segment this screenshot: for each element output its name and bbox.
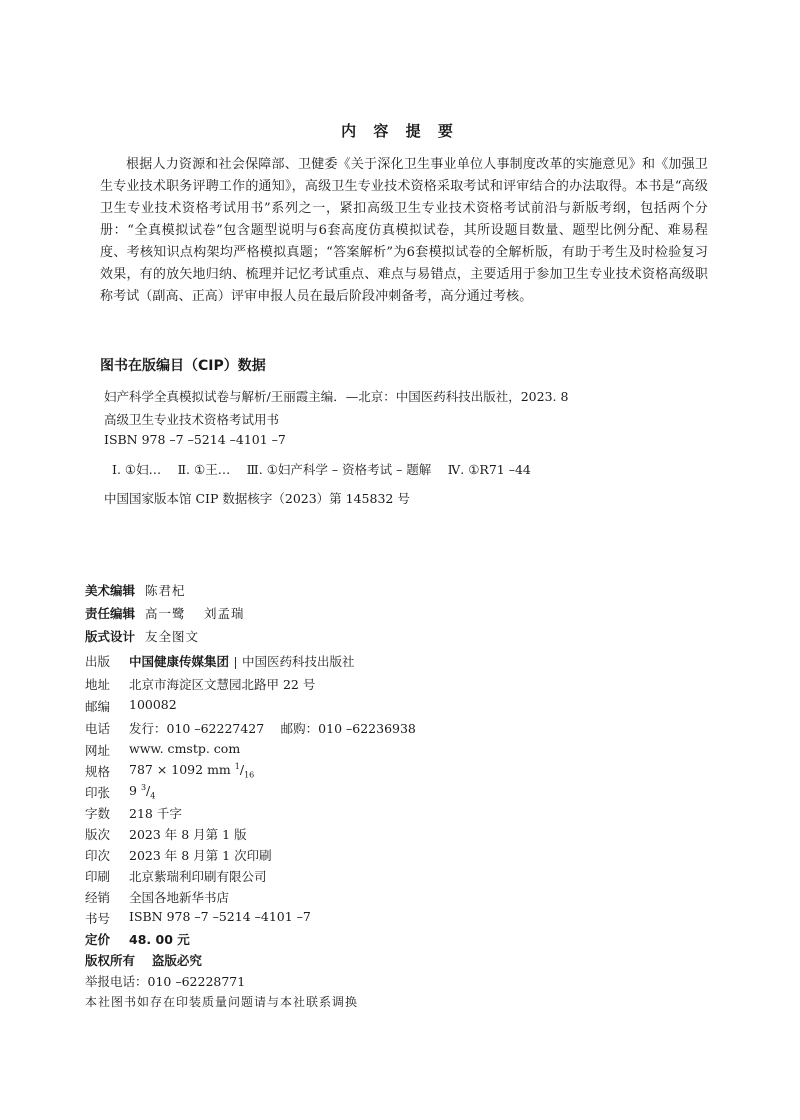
cip-line-record: 中国国家版本馆 CIP 数据核字（2023）第 145832 号 bbox=[104, 491, 410, 506]
credit-label: 责任编辑 bbox=[85, 606, 136, 621]
format-value: 787 × 1092 mm bbox=[129, 762, 231, 778]
summary-paragraph: 根据人力资源和社会保障部、卫健委《关于深化卫生事业单位人事制度改革的实施意见》和《加强卫生专业技术职务评聘工作的通知》，高级卫生专业技术资格采取考试和评审结合的办法取得。本书是“高级卫生专业技术资格考试用书”系列之一，紧扣高级卫生专业技术资格考试前沿与新版考纲，包括两个分册：“全真模拟试卷”包含题型说明与6套高度仿真模拟试卷，其所设题目数量、题型比例分配、难易程度、考核知识点构架均严格模拟真题；“答案解析”为6套模拟试卷的全解析版，有助于考生及时检验复习效果，有的放矢地归纳、梳理并记忆考试重点、难点与易错点，主要适用于参加卫生专业技术资格高级职称考试（副高、正高）评审申报人员在最后阶段冲刺备考，高分通过考核。 bbox=[100, 157, 708, 304]
info-label: 规格 bbox=[85, 764, 111, 779]
info-label: 印刷 bbox=[85, 869, 111, 884]
info-edition bbox=[85, 825, 247, 843]
cip-line-title: 妇产科学全真模拟试卷与解析/王丽霞主编．—北京：中国医药科技出版社，2023. 8 bbox=[104, 389, 569, 404]
publisher-row bbox=[85, 652, 355, 670]
info-label: 印张 bbox=[85, 785, 111, 800]
info-label: 印次 bbox=[85, 848, 111, 863]
info-postcode bbox=[85, 697, 177, 715]
publisher-label: 出版 bbox=[85, 654, 111, 669]
publisher-group: 中国健康传媒集团 bbox=[129, 654, 230, 669]
info-website bbox=[85, 741, 240, 759]
summary-title: 内 容 提 要 bbox=[341, 122, 459, 140]
credit-value: 高一鹭 刘孟瑞 bbox=[145, 606, 245, 621]
info-distributor bbox=[85, 888, 229, 906]
info-value: 北京紫瑞利印刷有限公司 bbox=[129, 869, 267, 884]
cip-line-classification: Ⅰ. ①妇… Ⅱ. ①王… Ⅲ. ①妇产科学 – 资格考试 – 题解 Ⅳ. ①R71 –44 bbox=[112, 462, 531, 477]
info-label: 经销 bbox=[85, 890, 111, 905]
format-numerator: 1 bbox=[234, 762, 240, 771]
info-isbn bbox=[85, 909, 311, 927]
info-value: 北京市海淀区文慧园北路甲 22 号 bbox=[129, 677, 316, 692]
credit-layout-design bbox=[85, 627, 199, 645]
info-printer bbox=[85, 867, 267, 885]
credit-responsible-editor bbox=[85, 604, 244, 622]
format-denominator: 16 bbox=[244, 770, 255, 780]
cip-line-isbn: ISBN 978 –7 –5214 –4101 –7 bbox=[104, 432, 286, 447]
price-label: 定价 bbox=[85, 932, 111, 947]
info-phone bbox=[85, 719, 416, 737]
info-value: 发行：010 –62227427 邮购：010 –62236938 bbox=[129, 721, 416, 736]
info-word-count bbox=[85, 804, 182, 822]
info-sheets: 印张 9 $^3/_4$ bbox=[85, 783, 156, 801]
credit-label: 美术编辑 bbox=[85, 583, 136, 598]
rights-notice: 版权所有 盗版必究 bbox=[85, 953, 202, 968]
sheets-denominator: 4 bbox=[150, 791, 156, 801]
info-value: www. cmstp. com bbox=[129, 741, 241, 756]
info-value: 100082 bbox=[129, 697, 177, 712]
info-price bbox=[85, 930, 190, 948]
info-value: 2023 年 8 月第 1 次印刷 bbox=[129, 848, 272, 863]
quality-notice: 本社图书如存在印装质量问题请与本社联系调换 bbox=[85, 995, 359, 1009]
info-label: 地址 bbox=[85, 677, 111, 692]
info-value: 218 千字 bbox=[129, 806, 182, 821]
credit-value: 友全图文 bbox=[145, 629, 200, 644]
credit-label: 版式设计 bbox=[85, 629, 136, 644]
info-label: 邮编 bbox=[85, 699, 111, 714]
info-label: 网址 bbox=[85, 743, 111, 758]
info-printing bbox=[85, 846, 272, 864]
cip-line-series: 高级卫生专业技术资格考试用书 bbox=[104, 412, 280, 427]
info-label: 字数 bbox=[85, 806, 111, 821]
sheets-numerator: 3 bbox=[140, 783, 147, 792]
info-value: ISBN 978 –7 –5214 –4101 –7 bbox=[129, 909, 311, 924]
sheets-whole: 9 bbox=[129, 783, 137, 799]
publisher-divider bbox=[235, 657, 236, 669]
credit-value: 陈君杞 bbox=[145, 583, 186, 598]
cip-heading: 图书在版编目（CIP）数据 bbox=[100, 358, 266, 374]
info-label: 版次 bbox=[85, 827, 111, 842]
info-address bbox=[85, 675, 315, 693]
info-format: 规格 787 × 1092 mm $^1/_{16}$ bbox=[85, 762, 255, 780]
info-label: 书号 bbox=[85, 911, 111, 926]
price-value: 48. 00 元 bbox=[129, 932, 190, 947]
info-label: 电话 bbox=[85, 721, 111, 736]
credit-art-editor bbox=[85, 581, 186, 599]
report-phone: 举报电话：010 –62228771 bbox=[85, 974, 246, 989]
info-value: 全国各地新华书店 bbox=[129, 890, 230, 905]
info-value: 2023 年 8 月第 1 版 bbox=[129, 827, 247, 842]
publisher-name: 中国医药科技出版社 bbox=[242, 654, 355, 669]
